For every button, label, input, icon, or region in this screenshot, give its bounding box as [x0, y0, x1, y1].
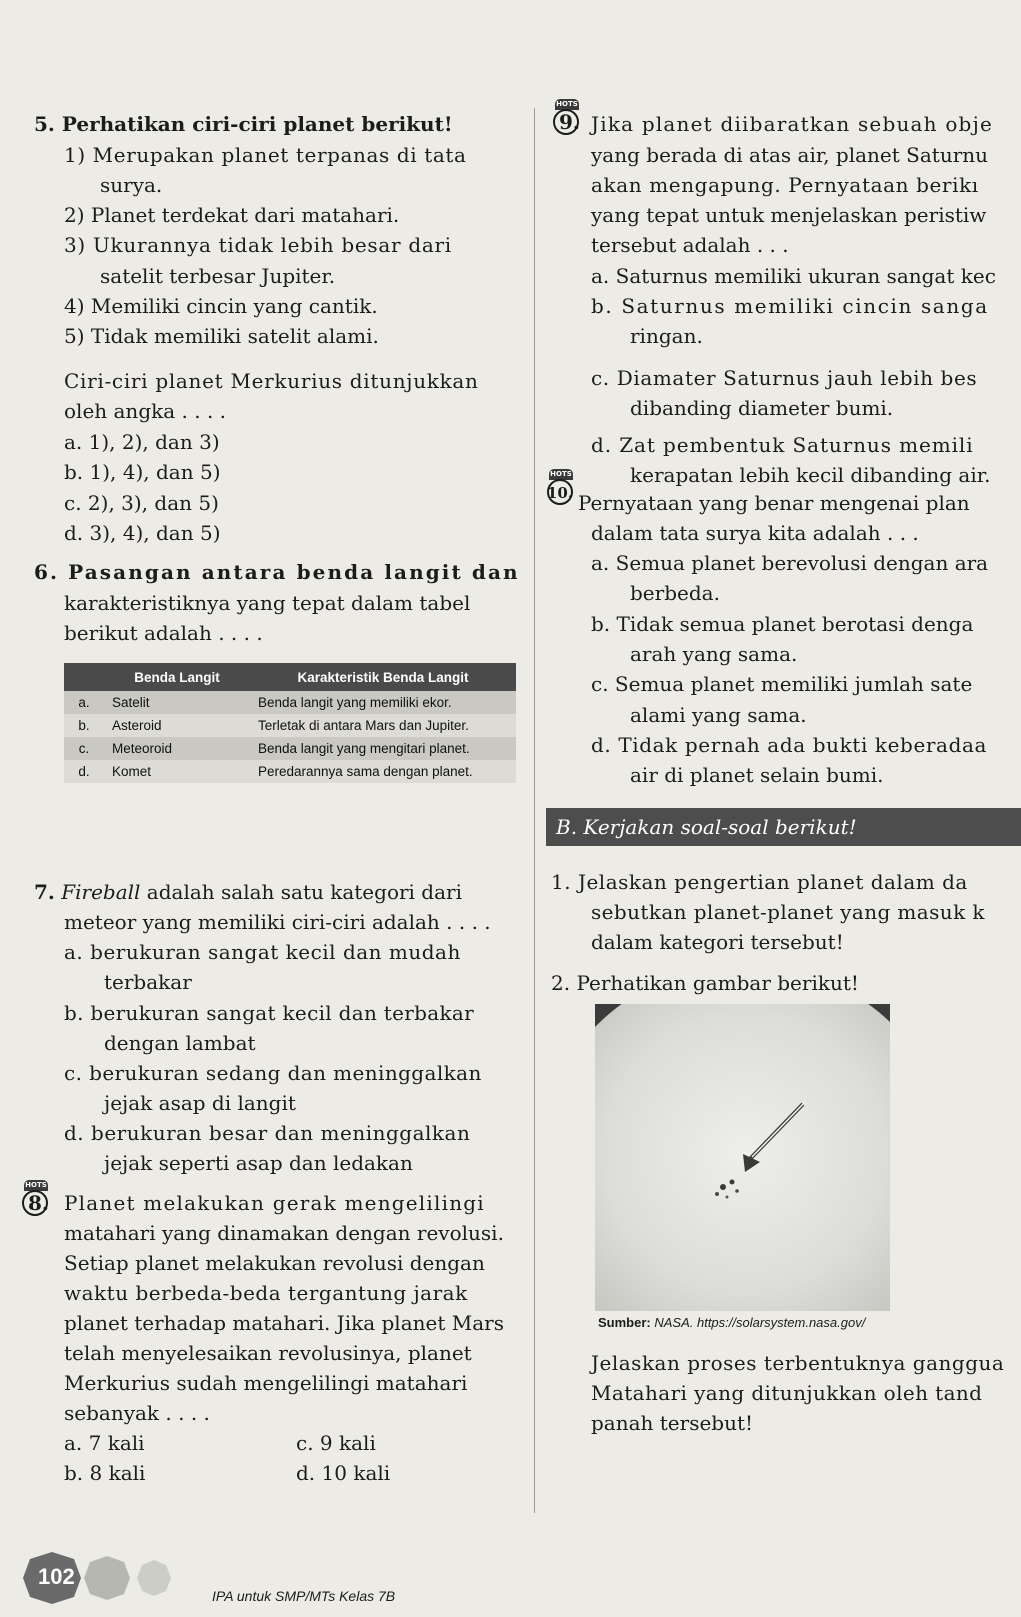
q6-line: 6. Pasangan antara benda langit dan	[34, 560, 520, 584]
table-row	[64, 691, 516, 714]
source-label: Sumber:	[598, 1315, 651, 1330]
table-cell: Komet	[104, 760, 250, 783]
q8-option: a. 7 kali	[64, 1431, 145, 1455]
q7-line1-rest: adalah salah satu kategori dari	[140, 880, 462, 904]
q9-option: c. Diamater Saturnus jauh lebih bes	[591, 366, 978, 390]
q9-line: yang tepat untuk menjelaskan peristiw	[591, 203, 987, 227]
q9-option: kerapatan lebih kecil dibanding air.	[630, 463, 991, 487]
essay1-line: sebutkan planet-planet yang masuk k	[591, 900, 985, 924]
q6-line: berikut adalah . . . .	[64, 621, 263, 645]
q5-item: 5) Tidak memiliki satelit alami.	[64, 324, 379, 348]
q7-number: 7.	[34, 880, 55, 904]
table-cell: Peredarannya sama dengan planet.	[250, 760, 516, 783]
q9-line: yang berada di atas air, planet Saturnu	[591, 143, 989, 167]
table-cell: Terletak di antara Mars dan Jupiter.	[250, 714, 516, 737]
q9-number: 9.	[559, 110, 580, 134]
q8-line: sebanyak . . . .	[64, 1401, 210, 1425]
q8-line: Setiap planet melakukan revolusi dengan	[64, 1251, 485, 1275]
q5-stem: oleh angka . . . .	[64, 399, 227, 423]
table-header-row	[64, 663, 516, 691]
table-header: Karakteristik Benda Langit	[250, 663, 516, 691]
q7-option: b. berukuran sangat kecil dan terbakar	[64, 1001, 474, 1025]
column-divider	[534, 108, 535, 1513]
table-header	[64, 663, 104, 691]
q10-option: berbeda.	[630, 581, 720, 605]
table-cell: b.	[64, 714, 104, 737]
sunspot-arrow-icon	[595, 1004, 890, 1311]
q9-line: tersebut adalah . . .	[591, 233, 789, 257]
table-cell: Asteroid	[104, 714, 250, 737]
q5-item: satelit terbesar Jupiter.	[100, 264, 336, 288]
q10-option: arah yang sama.	[630, 642, 798, 666]
q7-option: c. berukuran sedang dan meninggalkan	[64, 1061, 482, 1085]
q9-option: a. Saturnus memiliki ukuran sangat kec	[591, 264, 996, 288]
q9-option: dibanding diameter bumi.	[630, 396, 894, 420]
hots-badge: HOTS	[550, 470, 572, 478]
q7-line1	[34, 880, 462, 904]
q7-option: dengan lambat	[104, 1031, 256, 1055]
q10-option: c. Semua planet memiliki jumlah sate	[591, 672, 973, 696]
q6-line: karakteristiknya yang tepat dalam tabel	[64, 591, 471, 615]
q9-line: Jika planet diibaratkan sebuah obje	[591, 112, 993, 136]
q8-option: c. 9 kali	[296, 1431, 376, 1455]
q8-option: d. 10 kali	[296, 1461, 391, 1485]
q7-line2: meteor yang memiliki ciri-ciri adalah . . . .	[64, 910, 491, 934]
q8-line: matahari yang dinamakan dengan revolusi.	[64, 1221, 504, 1245]
table-row	[64, 760, 516, 783]
q5-item: surya.	[100, 173, 163, 197]
section-b-title: B. Kerjakan soal-soal berikut!	[556, 815, 857, 839]
table-row	[64, 714, 516, 737]
celestial-bodies-table	[64, 663, 516, 783]
essay2-line: Jelaskan proses terbentuknya ganggua	[591, 1351, 1005, 1375]
q9-option: d. Zat pembentuk Saturnus memili	[591, 433, 974, 457]
q9-line: akan mengapung. Pernyataan berikı	[591, 173, 979, 197]
q7-option: d. berukuran besar dan meninggalkan	[64, 1121, 471, 1145]
table-cell: a.	[64, 691, 104, 714]
table-cell: c.	[64, 737, 104, 760]
essay2-line: panah tersebut!	[591, 1411, 754, 1435]
q8-line: planet terhadap matahari. Jika planet Mars	[64, 1311, 504, 1335]
essay1-line: dalam kategori tersebut!	[591, 930, 844, 954]
q8-option: b. 8 kali	[64, 1461, 146, 1485]
q5-item: 1) Merupakan planet terpanas di tata	[64, 143, 467, 167]
table-cell: Satelit	[104, 691, 250, 714]
table-cell: d.	[64, 760, 104, 783]
q5-option: a. 1), 2), dan 3)	[64, 430, 220, 454]
q10-option: alami yang sama.	[630, 703, 807, 727]
q5-item: 3) Ukurannya tidak lebih besar dari	[64, 233, 452, 257]
hots-badge: HOTS	[556, 100, 578, 108]
q8-line: waktu berbeda-beda tergantung jarak	[64, 1281, 468, 1305]
sunspot-photo	[595, 1004, 890, 1311]
source-text: NASA. https://solarsystem.nasa.gov/	[650, 1315, 866, 1330]
q10-line: dalam tata surya kita adalah . . .	[591, 521, 919, 545]
q10-number: 10.	[547, 484, 574, 502]
table-row	[64, 737, 516, 760]
q7-option: jejak asap di langit	[104, 1091, 296, 1115]
q7-italic-term: Fireball	[61, 880, 141, 904]
page-number: 102	[38, 1564, 75, 1589]
table-cell: Benda langit yang memiliki ekor.	[250, 691, 516, 714]
q10-option: air di planet selain bumi.	[630, 763, 884, 787]
q7-option: jejak seperti asap dan ledakan	[104, 1151, 413, 1175]
q8-line: Planet melakukan gerak mengelilingi	[64, 1191, 485, 1215]
hots-badge: HOTS	[25, 1181, 47, 1189]
q8-line: Merkurius sudah mengelilingi matahari	[64, 1371, 468, 1395]
q5-option: d. 3), 4), dan 5)	[64, 521, 221, 545]
q9-option: b. Saturnus memiliki cincin sanga	[591, 294, 989, 318]
q8-line: telah menyelesaikan revolusinya, planet	[64, 1341, 472, 1365]
essay2-line: Matahari yang ditunjukkan oleh tand	[591, 1381, 983, 1405]
table-cell: Benda langit yang mengitari planet.	[250, 737, 516, 760]
q10-option: d. Tidak pernah ada bukti keberadaa	[591, 733, 988, 757]
q10-line: Pernyataan yang benar mengenai plan	[578, 491, 970, 515]
table-header: Benda Langit	[104, 663, 250, 691]
essay2-line: 2. Perhatikan gambar berikut!	[551, 971, 859, 995]
q5-option: b. 1), 4), dan 5)	[64, 460, 221, 484]
q8-number: 8.	[28, 1191, 49, 1215]
image-source	[598, 1315, 865, 1331]
q10-option: b. Tidak semua planet berotasi denga	[591, 612, 974, 636]
q5-item: 4) Memiliki cincin yang cantik.	[64, 294, 378, 318]
q5-title: 5. Perhatikan ciri-ciri planet berikut!	[34, 112, 453, 136]
book-title: IPA untuk SMP/MTs Kelas 7B	[212, 1588, 396, 1604]
q5-stem: Ciri-ciri planet Merkurius ditunjukkan	[64, 369, 479, 393]
essay1-line: 1. Jelaskan pengertian planet dalam da	[551, 870, 968, 894]
q7-option: a. berukuran sangat kecil dan mudah	[64, 940, 461, 964]
q9-option: ringan.	[630, 324, 703, 348]
q5-option: c. 2), 3), dan 5)	[64, 491, 219, 515]
table-cell: Meteoroid	[104, 737, 250, 760]
q10-option: a. Semua planet berevolusi dengan ara	[591, 551, 989, 575]
q5-item: 2) Planet terdekat dari matahari.	[64, 203, 400, 227]
q7-option: terbakar	[104, 970, 192, 994]
